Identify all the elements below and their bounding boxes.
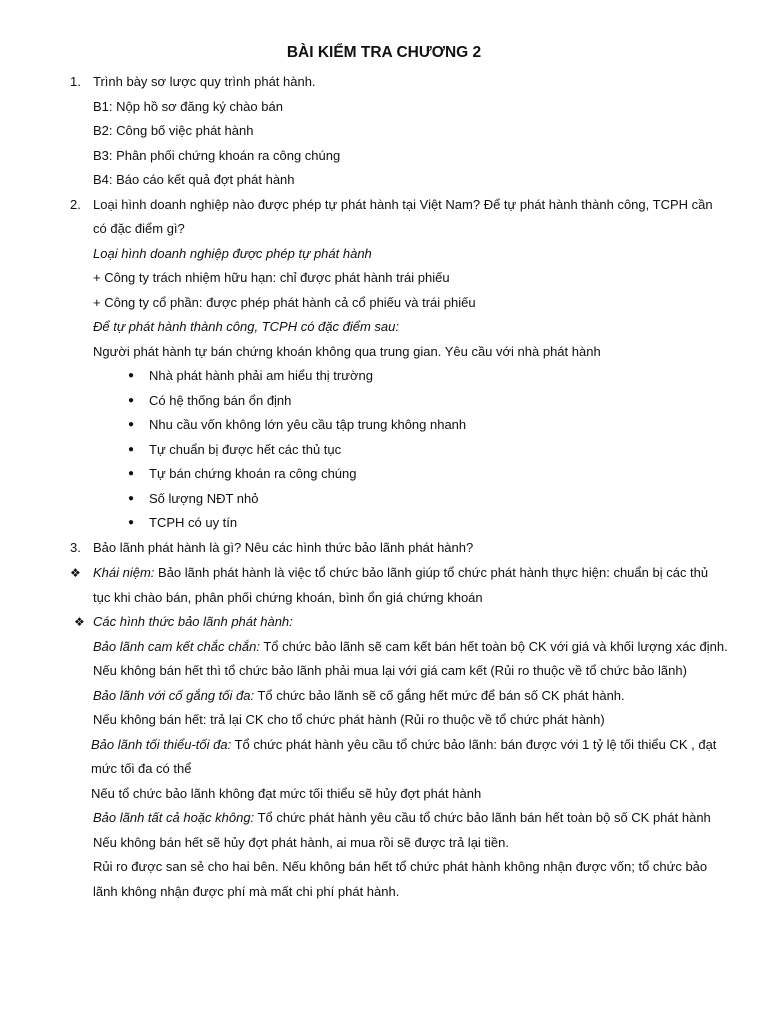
bullet-text: Số lượng NĐT nhỏ [149,491,259,506]
concept-text-line-2: tục khi chào bán, phân phối chứng khoán, bình ổn giá chứng khoán [93,590,483,605]
form-3-label: Bảo lãnh tối thiểu-tối đa: [91,737,232,752]
bullet-icon: ● [128,444,135,455]
form-4-text: Tổ chức phát hành yêu cầu tổ chức bảo lãnh bán hết toàn bộ số CK phát hành [254,810,711,825]
form-1-line-1 [93,638,728,656]
bullet-text: Nhu cầu vốn không lớn yêu cầu tập trung không nhanh [149,417,467,432]
bullet-item [0,367,768,385]
form-3-line-2: mức tối đa có thể [91,761,192,776]
form-2-line-1 [93,687,625,705]
form-3-line-3: Nếu tổ chức bảo lãnh không đạt mức tối thiểu sẽ hủy đợt phát hành [91,786,482,801]
concept-row [0,564,768,582]
bullet-text: Nhà phát hành phải am hiểu thị trường [149,368,373,383]
bullet-icon: ● [128,517,135,528]
concept-label: Khái niệm: [93,565,155,580]
step-2: B2: Công bố việc phát hành [93,123,254,138]
question-3-number: 3. [70,540,81,555]
diamond-bullet-icon: ❖ [70,566,81,580]
form-1-label: Bảo lãnh cam kết chắc chắn: [93,639,260,654]
question-1-number: 1. [70,74,81,89]
bullet-item [0,490,768,508]
question-2-text-line-2: có đặc điểm gì? [93,221,185,236]
bullet-text: TCPH có uy tín [149,515,238,530]
form-3-text: Tổ chức phát hành yêu cầu tổ chức bảo lãnh: bán được với 1 tỷ lệ tối thiểu CK , đạt [231,737,717,752]
enterprise-type-jsc: + Công ty cổ phần: được phép phát hành cả cổ phiếu và trái phiếu [93,295,476,310]
form-1-text: Tổ chức bảo lãnh sẽ cam kết bán hết toàn bộ CK với giá và khối lượng xác định. [259,639,728,654]
step-1: B1: Nộp hồ sơ đăng ký chào bán [93,99,283,114]
bullet-item [0,392,768,410]
bullet-item [0,514,768,532]
form-1-line-2: Nếu không bán hết thì tổ chức bảo lãnh phải mua lại với giá cam kết (Rủi ro thuộc về tổ chức bảo lãnh) [93,663,687,678]
bullet-icon: ● [128,493,135,504]
subheading-characteristics: Để tự phát hành thành công, TCPH có đặc điểm sau: [93,319,399,334]
form-4-line-1 [93,809,711,827]
concept-text-line-1: Bảo lãnh phát hành là việc tổ chức bảo lãnh giúp tổ chức phát hành thực hiện: chuẩn bị các thủ [154,565,709,580]
step-3: B3: Phân phối chứng khoán ra công chúng [93,148,341,163]
bullet-item [0,465,768,483]
question-2-text-line-1: Loại hình doanh nghiệp nào được phép tự phát hành tại Việt Nam? Để tự phát hành thành công, TCPH cần [93,197,713,212]
bullet-text: Tự bán chứng khoán ra công chúng [149,466,357,481]
bullet-text: Có hệ thống bán ổn định [149,393,292,408]
bullet-icon: ● [128,468,135,479]
question-2-number: 2. [70,197,81,212]
form-4-line-3: Rủi ro được san sẻ cho hai bên. Nếu không bán hết tổ chức phát hành không nhận được vốn; tổ chức bảo [93,859,708,874]
bullet-icon: ● [128,419,135,430]
question-1-text: Trình bày sơ lược quy trình phát hành. [93,74,316,89]
question-3-text: Bảo lãnh phát hành là gì? Nêu các hình thức bảo lãnh phát hành? [93,540,474,555]
forms-row [0,613,768,631]
document-title: BÀI KIỂM TRA CHƯƠNG 2 [286,44,482,61]
step-4: B4: Báo cáo kết quả đợt phát hành [93,172,295,187]
bullet-icon: ● [128,395,135,406]
diamond-bullet-icon: ❖ [74,615,85,629]
form-3-line-1 [91,736,716,754]
enterprise-type-llc: + Công ty trách nhiệm hữu hạn: chỉ được phát hành trái phiếu [93,270,450,285]
form-2-text: Tổ chức bảo lãnh sẽ cố gắng hết mức để bán số CK phát hành. [254,688,625,703]
characteristics-intro: Người phát hành tự bán chứng khoán không qua trung gian. Yêu cầu với nhà phát hành [93,344,601,359]
bullet-item [0,416,768,434]
bullet-icon: ● [128,370,135,381]
subheading-enterprise-types: Loại hình doanh nghiệp được phép tự phát hành [93,246,372,261]
forms-label: Các hình thức bảo lãnh phát hành: [93,614,293,629]
form-4-line-4: lãnh không nhận được phí mà mất chi phí phát hành. [93,884,400,899]
bullet-text: Tự chuẩn bị được hết các thủ tục [149,442,342,457]
form-2-label: Bảo lãnh với cố gắng tối đa: [93,688,255,703]
form-4-label: Bảo lãnh tất cả hoặc không: [93,810,255,825]
form-2-line-2: Nếu không bán hết: trả lại CK cho tổ chức phát hành (Rủi ro thuộc về tổ chức phát hành) [93,712,605,727]
form-4-line-2: Nếu không bán hết sẽ hủy đợt phát hành, ai mua rồi sẽ được trả lại tiền. [93,835,509,850]
bullet-item [0,441,768,459]
